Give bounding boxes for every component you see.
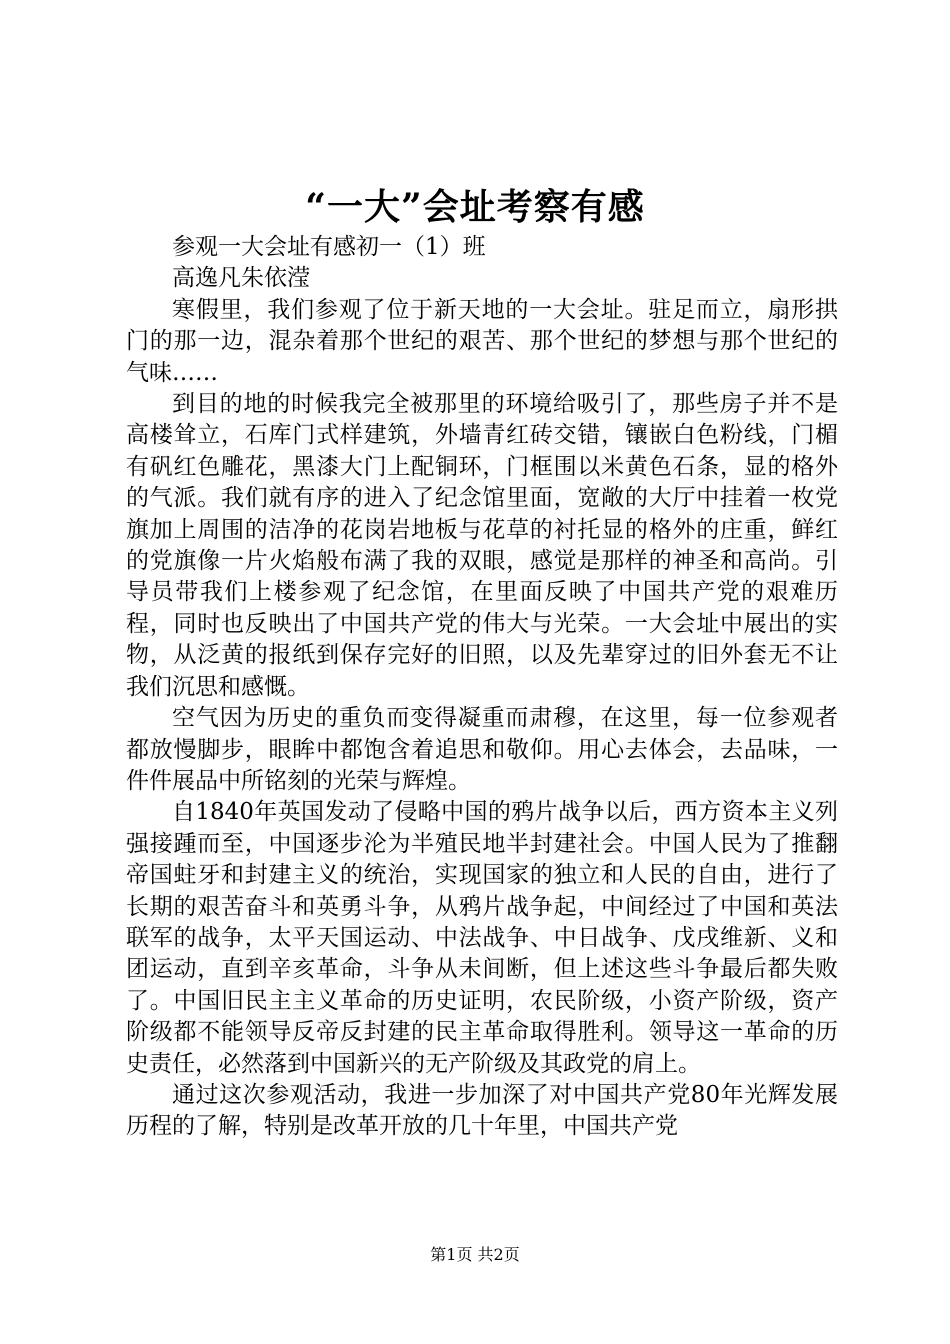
paragraph: 到目的地的时候我完全被那里的环境给吸引了，那些房子并不是高楼耸立，石库门式样建筑，外墙青红砖交错，镶嵌白色粉线，门楣有矾红色雕花，黑漆大门上配铜环，门框围以米黄色石条，显的格外的气派。我们就有序的进入了纪念馆里面，宽敞的大厅中挂着一枚党旗加上周围的洁净的花岗岩地板与花草的衬托显的格外的庄重，鲜红的党旗像一片火焰般布满了我的双眼，感觉是那样的神圣和高尚。引导员带我们上楼参观了纪念馆，在里面反映了中国共产党的艰难历程，同时也反映出了中国共产党的伟大与光荣。一大会址中展出的实物，从泛黄的报纸到保存完好的旧照，以及先辈穿过的旧外套无不让我们沉思和感慨。 <box>126 391 838 700</box>
subtitle-line: 参观一大会址有感初一（1）班 <box>172 234 486 260</box>
paragraph: 空气因为历史的重负而变得凝重而肃穆，在这里，每一位参观者都放慢脚步，眼眸中都饱含着追思和敬仰。用心去体会，去品味，一件件展品中所铭刻的光荣与辉煌。 <box>126 705 838 794</box>
paragraph: 自1840年英国发动了侵略中国的鸦片战争以后，西方资本主义列强接踵而至，中国逐步沦为半殖民地半封建社会。中国人民为了推翻帝国蛀牙和封建主义的统治，实现国家的独立和人民的自由，进行了长期的艰苦奋斗和英勇斗争，从鸦片战争起，中间经过了中国和英法联军的战争，太平天国运动、中法战争、中日战争、戊戌维新、义和团运动，直到辛亥革命，斗争从未间断，但上述这些斗争最后都失败了。中国旧民主主义革命的历史证明，农民阶级，小资产阶级，资产阶级都不能领导反帝反封建的民主革命取得胜利。领导这一革命的历史责任，必然落到中国新兴的无产阶级及其政党的肩上。 <box>126 799 838 1077</box>
document-title: “一大”会址考察有感 <box>305 186 645 228</box>
paragraph: 通过这次参观活动，我进一步加深了对中国共产党80年光辉发展历程的了解，特别是改革开放的几十年里，中国共产党 <box>126 1081 838 1140</box>
authors-line: 高逸凡朱依滢 <box>172 265 310 292</box>
page-number-footer: 第1页 共2页 <box>430 1245 520 1264</box>
document-body <box>126 232 838 1143</box>
paragraph: 寒假里，我们参观了位于新天地的一大会址。驻足而立，扇形拱门的那一边，混杂着那个世纪的艰苦、那个世纪的梦想与那个世纪的气味…… <box>126 296 838 386</box>
